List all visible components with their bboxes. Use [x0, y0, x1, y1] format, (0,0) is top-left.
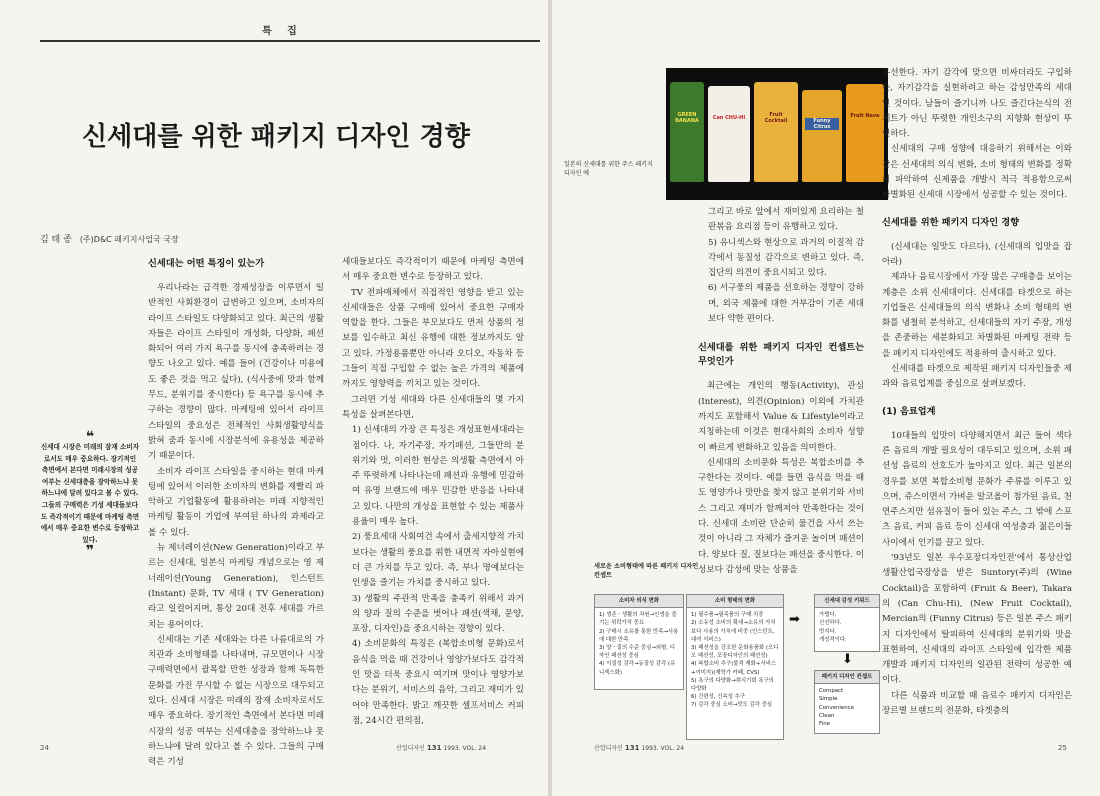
list-item: 1) 신세대의 가장 큰 특징은 개성표현세대라는 점이다. 나, 자기주장, 자기패션, 그들만의 분위기와 멋, 이러한 현상은 의생활 측면에서 아주 뚜렷하게 나타나는데 패션과 유행에 민감하여 유명 브랜드에 매우 민감한 반응을 나타내고 있다. 나만의 개성을 표현할 수 있는 제품사용율이 매우 높다.	[352, 425, 524, 528]
paragraph: 최근에는 개인의 행동(Activity), 관심(Interest), 의견(Opinion) 이외에 가치관까지도 포함해서 Value & Lifestyle이라고 지칭하는데 이것은 현대사회의 소비자 성향이 빠르게 변화하고 있음을 의미한다.	[698, 381, 864, 453]
diagram-item: 2) 구매시 소유를 통한 만족→사용에 대한 만족	[599, 628, 679, 643]
paragraph: 세대들보다도 즉각적이기 때문에 마케팅 측면에서 매우 중요한 변수로 등장하고 있다.	[342, 257, 524, 283]
column-4	[882, 66, 1072, 719]
section-heading: 신세대는 어떤 특징이 있는가	[148, 258, 265, 269]
can-image	[846, 84, 884, 182]
footer-label: 산업디자인	[594, 745, 623, 752]
right-page	[552, 0, 1100, 796]
column-2	[342, 255, 524, 729]
diagram-item: 신선하다.	[819, 620, 842, 627]
diagram-item: Convenience	[819, 704, 854, 711]
diagram-box-header: 소비자 의식 변화	[595, 595, 683, 608]
footer-issue: 131	[426, 744, 442, 752]
author-name: 김 태 종	[40, 235, 72, 245]
can-image	[670, 82, 704, 182]
page-number: 25	[1058, 744, 1067, 752]
paragraph: 10대들의 입맛이 다양해지면서 최근 들어 색다른 음료의 개발 필요성이 대두되고 있으며, 소위 패션성 음료의 선호도가 높아지고 있다. 최근 일본의 경우를 보면 복합소비형 문화가 주류를 이루고 있으며, 쥬스이면서 가벼운 알코올이 첨가된 음료, 천연주스지만 섬유질이 들어 있는 주스, 그 밖에 스포츠 음료, 커피 음료 등이 신세대 여성층과 젊은이들 사이에서 인기를 끌고 있다.	[882, 430, 1072, 548]
paragraph: 뉴 제너레이션(New Generation)이라고 부르는 신세대, 일본식 마케팅 개념으로는 영 제너레이션(Young Generation), 인스턴트(Instant) 문화, TV 세대 ( TV Generation)라고 일컬어지며, 통상 20대 전후 세대를 가르치는 용어이다.	[148, 543, 324, 630]
diagram-box-body	[815, 608, 879, 647]
footer-issue: 131	[624, 744, 640, 752]
paragraph: 신세대의 소비문화 특성은 복합소비를 추구한다는 것이다. 예를 들면 음식을 먹을 때도 영양가나 맛만을 찾지 않고 분위기와 서비스 그리고 재미가 함께져야 만족한다는 것이다. 신세대 소비란 단순히 물건을 사서 쓰는 것이 아니라 그 자체가 즐거운 놀이며 패션이다. 양보다 질, 질보다는 패션을 중시한다. 이성보다 감성에 맞는 상품을	[698, 457, 864, 575]
list-item: 5) 유니섹스와 현상으로 과거의 이질적 감각에서 동질성 감각으로 변하고 있다. 즉, 집단의 의견이 중요시되고 있다.	[708, 237, 864, 279]
diagram-item: Clean	[819, 712, 835, 719]
column-1	[148, 255, 324, 771]
open-quote-icon: ❝	[85, 429, 95, 445]
diagram-item: 4) 이질성 감각→동질성 감각 (유니섹스화)	[599, 661, 676, 676]
diagram-box-body	[687, 608, 783, 712]
diagram-box-header: 소비 형태의 변화	[687, 595, 783, 608]
diagram-item: 6) 간편성, 신속성 추구	[691, 694, 746, 701]
footer-year: 1993. VOL. 24	[443, 745, 487, 752]
can-label: Fruit Nave	[850, 113, 880, 120]
product-photo	[666, 68, 888, 200]
author-line	[40, 232, 179, 245]
footer	[594, 743, 684, 752]
can-image	[802, 90, 842, 182]
paragraph: 소비자 라이프 스타일을 중시하는 현대 마케팅에 있어서 이러한 소비자의 변화를 재빨리 파악하고 기업활동에 활용하려는 미래 지향적인 마케팅 활동이 기업에 부여된 하나의 과제라고 볼 수 있다.	[148, 466, 324, 538]
arrow-right-icon: ➡	[789, 612, 800, 627]
page-number: 24	[40, 744, 49, 752]
photo-caption: 일본의 신세대를 위한 주스 패키지 디자인 예	[564, 161, 653, 177]
diagram-item: 1) 필수품→필족품의 구매 치중	[691, 612, 764, 619]
diagram-item: 5) 욕구의 다양화→취식기회 욕구의 다양화	[691, 677, 774, 693]
section-heading: 신세대를 위한 패키지 디자인 컨셉트는 무엇인가	[698, 342, 864, 368]
footer-year: 1993. VOL. 24	[641, 745, 685, 752]
diagram-box-header: 패키지 디자인 컨셉트	[815, 671, 879, 684]
paragraph: TV 전파매체에서 직접적인 영향을 받고 있는 신세대들은 상품 구매에 있어서 중요한 구매자 역할을 한다. 그들은 부모보다도 먼저 상품의 정보를 입수하고 최신 유행에 대한 정보까지도 알고 있다. 가정용품뿐만 아니라 오디오, 자동차 등 그들이 직접 구입할 수 없는 높은 가격의 제품에까지도 영향력을 끼치고 있는 것이다.	[342, 287, 524, 390]
paragraph: 신세대를 타겟으로 제작된 패키지 디자인들중 제과와 음료업계를 중심으로 살펴보겠다.	[882, 364, 1072, 390]
diagram-item: 3) 패션성을 강조한 문화용품화 (오디오 패션성, 포장디자인의 패션성)	[691, 645, 779, 660]
author-affiliation: (주)D&C 패키지사업국 국장	[79, 235, 179, 244]
diagram-box-keywords	[814, 594, 880, 652]
paragraph: '93년도 일본 우수포장디자인전'에서 통상산업 생활산업국장상을 받은 Suntory(주)의 (Wine Cocktail)을 포함하여 (Fruit & Beer), Takara의 (Can Chu-Hi), (New Fruit Cocktail), Mercian의 (Funny Citrus) 등은 일본 주스 패키지 디자인에서 탈피하여 신세대의 분위기와 맛을 표현하여, 신세대의 라이프 스타일에 입각한 제품 개발과 패키지 디자인의 일관된 전략이 성공한 예이다.	[882, 553, 1072, 686]
paragraph: 우리나라는 급격한 경제성장을 이루면서 일반적인 사회환경이 급변하고 있으며, 소비자의 라이프 스타일도 다양화되고 있다. 최근의 생활자들은 라이프 스타일이 개성화, 다양화, 패션화되어 여러 가지 욕구를 동시에 충족하려는 경향도 나오고 있다. 예를 들어 (건강이나 미용에도 좋은 것을 먹고 싶다), (식사중에 맛과 함께 무드, 분위기를 중시한다) 등 욕구를 동시에 추구하는 경향이 많다. 마케팅에 있어서 라이프 스타일의 중요성은 전체적인 사회생활양식을 밝혀 줌과 동시에 시장분석에 유용성을 제공하기 때문이다.	[148, 283, 324, 462]
diagram-item: 멋지다.	[819, 628, 837, 635]
subsection-heading: (1) 음료업계	[882, 405, 936, 417]
diagram-item: 가볍다.	[819, 612, 837, 619]
diagram-box-consumer-awareness	[594, 594, 684, 690]
list-item: 2) 풍요세대 사회여건 속에서 출세지향적 가치보다는 생활의 풍요를 위한 내면적 자아실현에 더 큰 가치를 두고 있다. 즉, 부나 명예보다는 인생을 즐기는 가치를 중시하고 있다.	[352, 532, 524, 589]
diagram-box-body	[595, 608, 683, 680]
close-quote-icon: ❞	[85, 543, 95, 560]
diagram-item: 1) 생존ㆍ생활의 차원→인생을 즐기는 위락가치 중요	[599, 612, 677, 627]
can-label: GREEN BANANA	[675, 112, 699, 124]
diagram-item: Fine	[819, 721, 830, 728]
list-item: 6) 서구풍의 제품을 선호하는 경향이 강하며, 외국 제품에 대한 거부감이 기존 세대보다 약한 편이다.	[708, 283, 864, 325]
section-heading: 신세대를 위한 패키지 디자인 경향	[882, 216, 1020, 228]
feature-list-continued	[698, 205, 864, 327]
article-title: 신세대를 위한 패키지 디자인 경향	[82, 122, 470, 152]
paragraph: 다른 식품과 비교할 때 음료수 패키지 디자인은 장르별 브랜드의 전문화, 타겟층의	[882, 690, 1072, 716]
diagram-box-body	[815, 684, 879, 731]
pull-quote	[40, 429, 140, 560]
paragraph: (신세대는 일맛도 다르다), (신세대의 입맛을 잡아라)	[882, 241, 1072, 267]
paragraph: 신세대의 구매 성향에 대응하기 위해서는 이와 같은 신세대의 의식 변화, 소비 형태의 변화를 정확히 파악하여 신제품을 개발시 적극 적용함으로써 차별화된 신세대 시장에서 성공할 수 있는 것이다.	[882, 144, 1072, 201]
diagram-item: 개성적이다.	[819, 636, 847, 643]
list-item: 4) 소비문화의 특징은 (복합소비형 문화)로서 음식을 먹을 때 건강이나 영양가보다도 감각적인 맛을 더욱 중요시 여기며 맛이나 영양가보다는 분위기, 서비스의 음악, 그리고 재미가 있어야 만족한다. 밝고 깨끗한 셀프서비스 커피점, 24시간 편의점,	[352, 639, 524, 726]
left-page	[0, 0, 548, 796]
can-image	[708, 86, 750, 182]
diagram-item: 7) 감각 중심 소비→맛도 감각 중심	[691, 702, 773, 709]
column-3	[698, 205, 864, 578]
can-label: Can CHU-HI	[712, 114, 746, 121]
can-label: Funny Citrus	[805, 118, 839, 130]
diagram-item: 4) 복합소비 추구(물적 재화+서비스+이미지)(재학가 카페, CVS)	[691, 661, 776, 676]
diagram-box-package-concept	[814, 670, 880, 734]
feature-list	[342, 423, 524, 729]
diagram-item: Compact	[819, 688, 844, 695]
footer-label: 산업디자인	[396, 745, 425, 752]
diagram-item: 2) 소유성 소비의 확대→소유의 가치보다 사용의 가치에 비중 (인스턴트, 대여 서비스)	[691, 620, 776, 643]
diagram-item: 3) 양ㆍ질의 수준 중심→외형, 디자인 패션성 중심	[599, 645, 675, 660]
paragraph: 제과나 음료시장에서 가장 많은 구매층을 보이는 계층은 소위 신세대이다. 신세대를 타겟으로 하는 기업들은 신세대들의 의식 변화나 소비 형태의 변화를 냉철히 분석하고, 신세대들의 자기 주장, 개성을 존중하는 세분화되고 차별화된 마케팅 전략 등을 패키지 디자인에도 적용하여 출시하고 있다.	[882, 272, 1072, 359]
can-image	[754, 82, 798, 182]
paragraph: 우선한다. 자기 감각에 맞으면 비싸더라도 구입하는, 자기감각을 실현하려고 하는 감성만족의 세대인 것이다. 남들이 즐기니까 나도 즐긴다는식의 전체트가 아닌 뚜렷한 개인소구의 지향화 현상이 뚜렷하다.	[882, 68, 1072, 140]
paragraph: 신세대는 기존 세대와는 다른 나름대로의 가치관과 소비형태를 나타내며, 규모면이나 시장구매력면에서 괄목할 만한 성장과 함께 독특한 문화를 가진 무시할 수 없는 시장으로 대두되고 있다. 신세대 시장은 미래의 잠재 소비자로서도 매우 중요하다. 장기적인 측면에서 본다면 미래시장의 성공 여부는 신세대층을 장악하느냐 못하느냐에 달려 있다고 볼 수 있다. 그들의 구매력은 기성	[148, 634, 324, 768]
top-rule	[40, 40, 540, 42]
arrow-down-icon: ⬇	[842, 652, 853, 667]
can-label: Fruit Cocktail	[764, 112, 788, 124]
diagram-title: 새로운 소비형태에 따른 패키지 디자인 컨셉트	[594, 563, 699, 579]
diagram-box-header: 신세대 감성 키워드	[815, 595, 879, 608]
paragraph: 그러면 기성 세대와 다른 신세대들의 몇 가지 특성을 살펴본다면,	[342, 394, 524, 420]
list-item: 그리고 바로 앞에서 재미있게 요리하는 철판볶음 요리점 등이 유행하고 있다.	[708, 207, 864, 233]
footer	[396, 743, 486, 752]
section-tag: 특 집	[262, 26, 303, 37]
list-item: 3) 생활의 주관적 만족을 충족키 위해서 과거의 양과 질의 수준을 벗어나 패션(색채, 문양, 포장, 디자인)을 중요시하는 경향이 있다.	[352, 593, 524, 635]
diagram-item: Simple	[819, 696, 838, 703]
pull-quote-text: 신세대 시장은 미래의 잠재 소비자로서도 매우 중요하다. 장기적인 측면에서 본다면 미래시장의 성공 여부는 신세대층을 장악하느냐 못하느냐에 달려 있다고 볼 수 있다. 그들의 구매력은 기성 세대들보다도 즉각적이기 때문에 마케팅 측면에서 매우 중요한 변수로 등장하고 있다.	[40, 443, 140, 544]
diagram-box-consumption-change	[686, 594, 784, 740]
